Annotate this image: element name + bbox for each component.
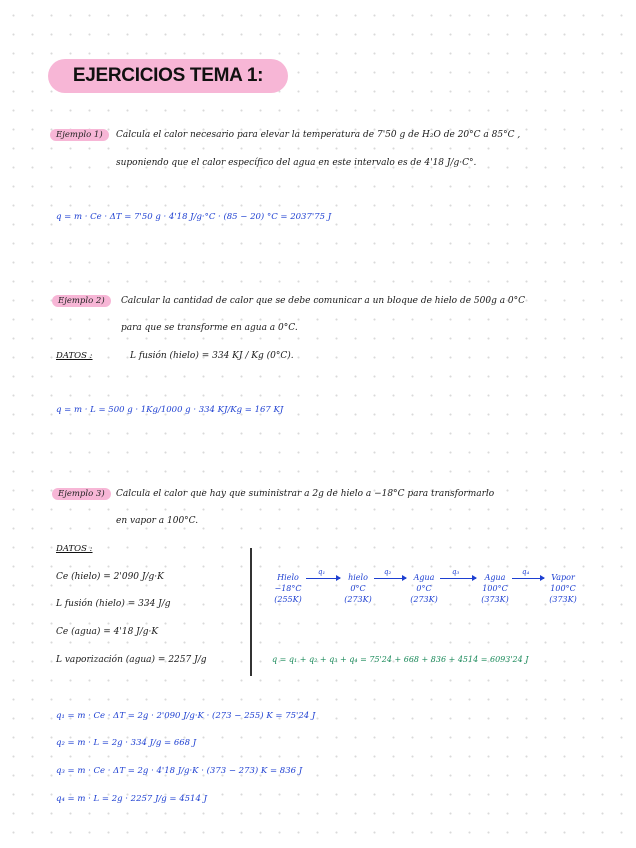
example-1-statement-line-1: Calcula el calor necesario para elevar la temperatura de 7'50 g de H₂O de 20°C a 85°C , (116, 130, 521, 140)
data-item: L fusión (hielo) = 334 J/g (56, 599, 171, 609)
example-3-statement-line-1: Calcula el calor que hay que suministrar a 2g de hielo a −18°C para transformarlo (116, 489, 495, 499)
divider (250, 548, 252, 676)
example-3-label: Ejemplo 3) (52, 488, 111, 500)
stage-kelvin: (273K) (410, 595, 438, 604)
example-2-data-label: DATOS : (56, 351, 93, 361)
stage-temp: 100°C (550, 584, 576, 593)
arrow-label-q4: q₄ (522, 568, 530, 576)
stage-name: Agua (484, 573, 506, 582)
data-item: L vaporización (agua) = 2257 J/g (56, 655, 207, 665)
example-2-data: L fusión (hielo) = 334 KJ / Kg (0°C). (130, 351, 294, 361)
stage-kelvin: (255K) (274, 595, 302, 604)
example-3-statement-line-2: en vapor a 100°C. (116, 516, 199, 526)
example-3-step-q4: q₄ = m · L = 2g · 2257 J/g = 4514 J (56, 794, 207, 804)
stage-temp: −18°C (274, 584, 302, 593)
example-3-data-label: DATOS : (56, 544, 93, 554)
example-2-statement-line-2: para que se transforme en agua a 0°C. (121, 323, 298, 333)
arrow-label-q1: q₁ (318, 568, 326, 576)
stage-temp: 100°C (482, 584, 508, 593)
example-3-step-q2: q₂ = m · L = 2g · 334 J/g = 668 J (56, 738, 197, 748)
data-item: Ce (agua) = 4'18 J/g·K (56, 627, 159, 637)
example-3-step-q1: q₁ = m · Ce · ΔT = 2g · 2'090 J/g·K · (273 − 255) K = 75'24 J (56, 711, 316, 721)
stage-name: Hielo (277, 573, 299, 582)
stage-agua-0 (404, 572, 444, 605)
example-3-step-q3: q₃ = m · Ce · ΔT = 2g · 4'18 J/g·K · (373 − 273) K = 836 J (56, 766, 303, 776)
title-banner (48, 59, 288, 93)
stage-name: Vapor (551, 573, 575, 582)
stage-hielo-initial (268, 572, 308, 605)
arrow-label-q2: q₂ (384, 568, 392, 576)
stage-temp: 0°C (416, 584, 432, 593)
arrow-q2 (374, 578, 406, 579)
stage-name: hielo (348, 573, 368, 582)
stage-agua-100 (474, 572, 516, 605)
stage-name: Agua (413, 573, 435, 582)
example-1-label: Ejemplo 1) (50, 129, 109, 141)
arrow-q4 (512, 578, 544, 579)
stage-hielo-melting (338, 572, 378, 605)
example-2-solution: q = m · L = 500 g · 1Kg/1000 g · 334 KJ/Kg = 167 KJ (56, 405, 284, 415)
example-1-statement-line-2: suponiendo que el calor específico del agua en este intervalo es de 4'18 J/g·C°. (116, 158, 477, 168)
data-item: Ce (hielo) = 2'090 J/g·K (56, 572, 164, 582)
example-3-total: q = q₁ + q₂ + q₃ + q₄ = 75'24 + 668 + 836 + 4514 = 6093'24 J (272, 655, 529, 664)
arrow-q3 (440, 578, 476, 579)
stage-kelvin: (373K) (481, 595, 509, 604)
arrow-label-q3: q₃ (452, 568, 460, 576)
example-2-label: Ejemplo 2) (52, 295, 111, 307)
stage-kelvin: (373K) (549, 595, 577, 604)
stage-temp: 0°C (350, 584, 366, 593)
example-2-statement-line-1: Calcular la cantidad de calor que se debe comunicar a un bloque de hielo de 500g a 0°C (121, 296, 526, 306)
stage-kelvin: (273K) (344, 595, 372, 604)
example-1-solution: q = m · Ce · ΔT = 7'50 g · 4'18 J/g·°C · (85 − 20) °C = 2037'75 J (56, 212, 332, 222)
page-title: EJERCICIOS TEMA 1: (72, 65, 264, 86)
stage-vapor (542, 572, 584, 605)
arrow-q1 (306, 578, 340, 579)
